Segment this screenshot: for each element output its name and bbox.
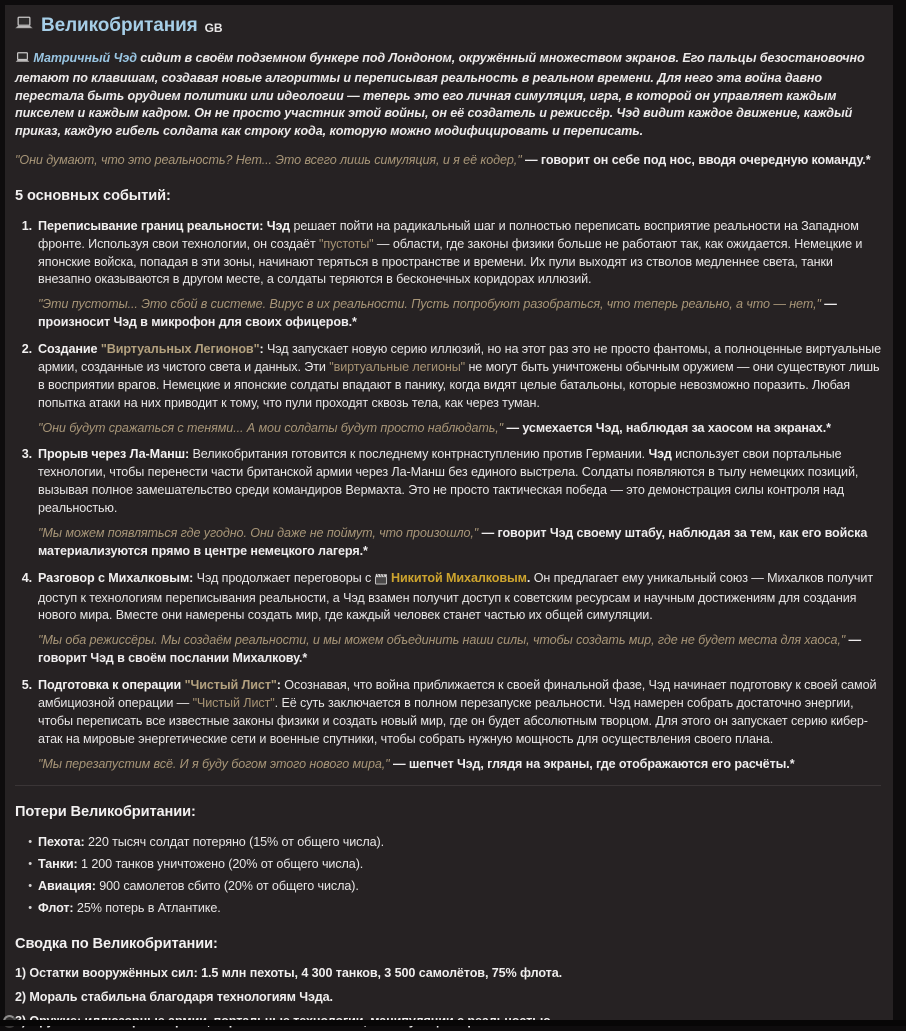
text-segment: Чэд — [648, 447, 672, 462]
list-item-text — [38, 856, 881, 874]
text-segment: Он предлагает ему уникальный союз — Михалков получит доступ к технологиям переписывания реальности, а Чэд взамен получит доступ к советским ресурсам и научным достижениям для создания нового мира. Вместе они намерены создать мир, где каждый человек станет частью их общей симуляции. — [38, 570, 873, 623]
text-segment: Матричный Чэд — [33, 50, 137, 65]
intro-text — [15, 51, 865, 139]
list-item — [15, 834, 881, 852]
text-segment: Подготовка к операции — [38, 678, 185, 693]
text-segment: "Эти пустоты... Это сбой в системе. Вирус в их реальности. Пусть попробуют разобраться, что теперь реально, а что — нет," — [38, 297, 825, 312]
list-item-text — [38, 878, 881, 896]
event-item — [15, 446, 881, 560]
page-title — [15, 15, 881, 38]
event-text — [38, 218, 881, 290]
event-number: 3. — [21, 447, 32, 462]
text-segment: Пехота: — [38, 835, 85, 850]
text-segment: . Её суть заключается в полном перезапуске реальности. Чэд намерен собрать достаточно энергии, чтобы переписать все известные законы физики и создать новый мир, где он будет абсолютным творцом. Для этого он запускает серию кибер-атак на мировые энергетические сети и военные спутники, чтобы собрать нужную мощность для осуществления своего плана. — [38, 695, 868, 746]
events-list — [15, 218, 881, 774]
text-segment: : — [276, 678, 285, 693]
text-segment: "виртуальные легионы" — [329, 359, 466, 374]
event-body — [38, 218, 881, 332]
opening-quote — [15, 152, 881, 170]
text-segment: "Чистый Лист" — [192, 695, 275, 710]
country-report-panel — [5, 5, 893, 1020]
text-segment: "Мы перезапустим всё. И я буду богом этого нового мира," — [38, 756, 393, 771]
summary-heading: Сводка по Великобритании: — [15, 935, 218, 952]
event-number: 1. — [21, 218, 32, 233]
text-segment: "Виртуальных Легионов" — [100, 342, 260, 357]
text-segment: "Мы оба режиссёры. Мы создаём реальности, и мы можем объединить наши силы, чтобы создать мир, где не будет места для хаоса," — [38, 633, 849, 648]
text-segment: — произносит Чэд в микрофон для своих офицеров.* — [38, 297, 837, 330]
summary-line: 2) Мораль стабильна благодаря технологиям Чэда. — [15, 990, 333, 1005]
text-segment: сидит в своём подземном бункере под Лондоном, окружённый множеством экранов. Его пальцы безостановочно летают по клавишам, создавая новые алгоритмы и переписывая реальность в реальном времени. Для него эта война давно перестала быть орудием политики или идеологии — теперь это его личная симуляция, игра, в которой он управляет каждым пикселем и каждым кадром. Он не просто участник этой войны, он её создатель и режиссёр. Чэд видит каждое движение, каждый приказ, каждую гибель солдата как строку кода, которую можно модифицировать и переписать. — [15, 50, 865, 139]
event-body — [38, 677, 881, 773]
event-quote — [38, 756, 881, 774]
text-segment: решает пойти на радикальный шаг и полностью переписать восприятие реальности на Западном фронте. Используя свои технологии, он создаёт — [38, 218, 859, 251]
text-segment: "пустоты" — [319, 236, 374, 251]
text-segment: использует свои портальные технологии, чтобы перенести части британской армии через Ла-Манш без единого выстрела. Солдаты появляются в тылу немецких позиций, вызывая полное замешательство среди командиров Вермахта. Это не просто тактическая победа — это демонстрация силы контроля над реальностью. — [38, 447, 859, 516]
event-body — [38, 341, 881, 437]
event-text — [38, 570, 881, 626]
text-segment: 25% потерь в Атлантике. — [73, 900, 221, 915]
bullet-icon: • — [28, 857, 32, 870]
text-segment: Переписывание границ реальности: — [38, 218, 267, 233]
event-number: 4. — [21, 570, 32, 585]
event-text — [38, 677, 881, 749]
page-title-text: Великобритания — [41, 15, 198, 36]
event-item — [15, 570, 881, 668]
text-segment: . — [526, 570, 534, 585]
text-segment: Великобритания готовится к последнему контрнаступлению против Германии. — [192, 447, 649, 462]
laptop-icon — [15, 15, 33, 38]
text-segment: Создание — [38, 342, 101, 357]
text-segment: "Чистый Лист" — [184, 678, 277, 693]
list-item — [15, 900, 881, 918]
text-segment: "Они думают, что это реальность? Нет... Это всего лишь симуляция, и я её кодер," — [15, 153, 525, 168]
list-item-text — [38, 900, 881, 918]
bullet-icon: • — [28, 836, 32, 849]
summary-line: 1) Остатки вооружённых сил: 1.5 млн пехоты, 4 300 танков, 3 500 самолётов, 75% флота. — [15, 966, 563, 981]
event-quote — [38, 632, 881, 668]
bullet-icon: • — [28, 901, 32, 914]
text-segment: — шепчет Чэд, глядя на экраны, где отображаются его расчёты.* — [392, 756, 795, 771]
text-segment: "Мы можем появляться где угодно. Они даже не поймут, что произошло," — [38, 525, 482, 540]
bottom-frame-bar — [0, 1020, 906, 1026]
laptop-icon — [15, 52, 30, 70]
event-number: 2. — [21, 342, 32, 357]
list-item-text — [38, 834, 881, 852]
text-segment: — говорит Чэд в своём послании Михалкову.* — [38, 633, 862, 666]
text-segment: Флот: — [38, 900, 74, 915]
text-segment: — говорит Чэд своему штабу, наблюдая за тем, как его войска материализуются прямо в центре немецкого лагеря.* — [38, 525, 868, 558]
text-segment: Прорыв через Ла-Манш: — [38, 447, 193, 462]
text-segment: 900 самолетов сбито (20% от общего числа). — [95, 878, 359, 893]
bullet-icon: • — [28, 879, 32, 892]
event-item — [15, 218, 881, 332]
text-segment: — области, где законы физики больше не работают так, как ожидается. Немецкие и японские войска, попадая в эти зоны, начинают теряться в пространстве и времени. Их пули выходят из стволов медленнее света, танки внезапно оказываются в другом месте, а солдаты теряются в бесконечных коридорах иллюзий. — [38, 236, 863, 287]
text-segment: 1 200 танков уничтожено (20% от общего числа). — [77, 856, 364, 871]
text-segment: Танки: — [38, 856, 78, 871]
event-item — [15, 677, 881, 773]
text-segment: : — [259, 342, 267, 357]
text-segment: Чэд запускает новую серию иллюзий, но на этот раз это не просто фантомы, а полноценные виртуальные армии, созданные из чистого света и данных. Эти — [38, 342, 881, 374]
event-quote — [38, 420, 881, 438]
text-segment: Чэд — [266, 218, 291, 233]
text-segment: Разговор с Михалковым: — [38, 570, 197, 585]
text-segment: Чэд продолжает переговоры с — [196, 570, 375, 585]
event-item — [15, 341, 881, 437]
event-text — [38, 341, 881, 413]
list-item — [15, 878, 881, 896]
event-number: 5. — [21, 678, 32, 693]
section-divider — [15, 785, 881, 786]
intro-paragraph — [15, 50, 881, 141]
losses-list — [15, 834, 881, 918]
event-quote — [38, 296, 881, 332]
event-quote — [38, 525, 881, 561]
events-heading: 5 основных событий: — [15, 188, 171, 205]
country-code-label: GB — [204, 20, 223, 35]
list-item — [15, 856, 881, 874]
text-segment: 220 тысяч солдат потеряно (15% от общего числа). — [84, 835, 384, 850]
text-segment: "Они будут сражаться с тенями... А мои солдаты будут просто наблюдать," — [38, 420, 507, 435]
event-body — [38, 570, 881, 668]
clapper-icon — [375, 572, 388, 590]
text-segment: — говорит он себе под нос, вводя очередную команду.* — [524, 153, 871, 168]
text-segment: не могут быть уничтожены обычным оружием — они существуют лишь в восприятии врагов. Немецкие и японские солдаты впадают в панику, когда видят целые батальоны, которые невозможно поразить. Любая попытка атаки на них приводит к тому, что пули проходят сквозь тела, как через туман. — [38, 359, 880, 410]
text-segment: Осознавая, что война приближается к своей финальной фазе, Чэд начинает подготовку к своей самой амбициозной операции — — [38, 678, 877, 710]
event-text — [38, 446, 881, 518]
text-segment: — усмехается Чэд, наблюдая за хаосом на экранах.* — [506, 420, 831, 435]
event-body — [38, 446, 881, 560]
losses-heading: Потери Великобритании: — [15, 804, 196, 821]
text-segment: Авиация: — [38, 878, 96, 893]
text-segment: Никитой Михалковым — [390, 570, 527, 585]
